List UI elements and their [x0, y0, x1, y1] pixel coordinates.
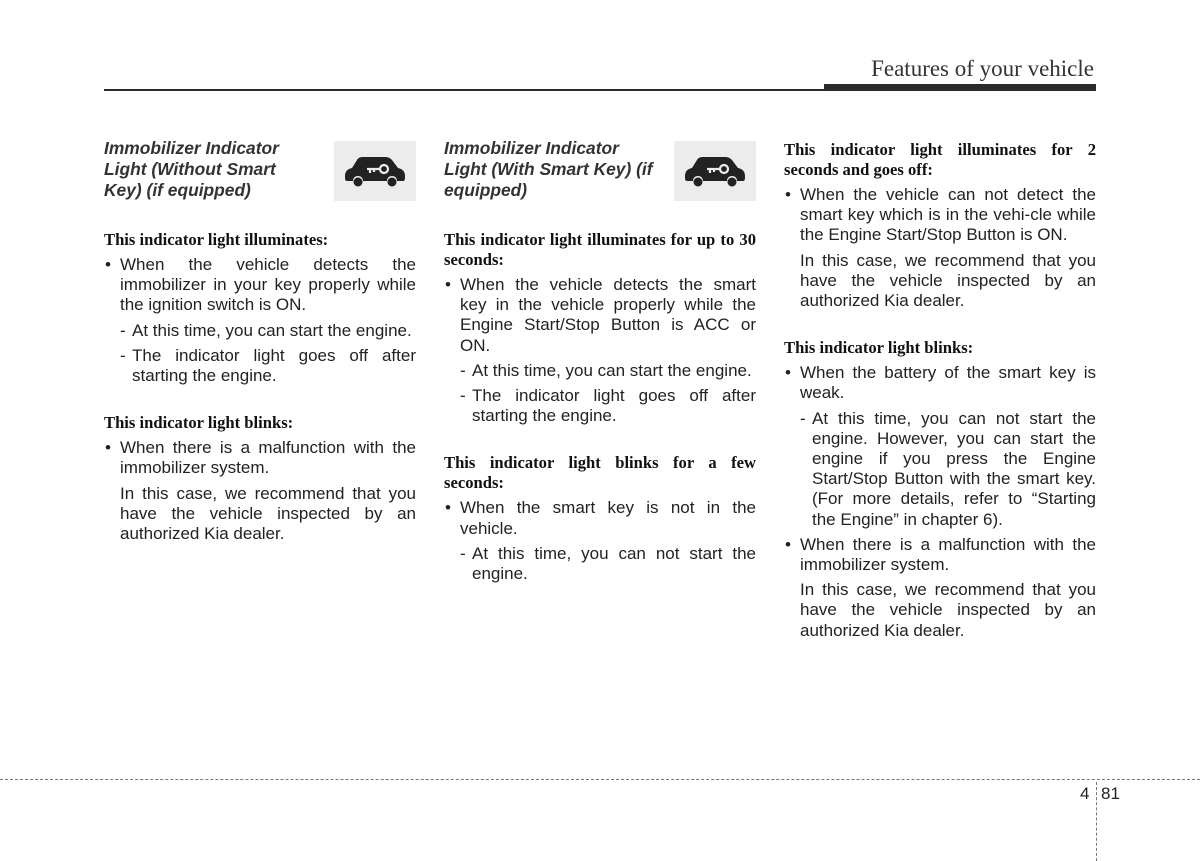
dash-item: - The indicator light goes off after starting the engine. [460, 386, 756, 426]
dash-item: - At this time, you can not start the engine. However, you can start the engine if you press the Engine Start/Stop Button with the smart key. (For more details, refer to “Starting the Engine” in chapter 6). [800, 408, 1096, 529]
paragraph: In this case, we recommend that you have the vehicle inspected by an authorized Kia dealer. [800, 580, 1096, 640]
bullet-item: • When the battery of the smart key is weak. [784, 363, 1096, 403]
indicator-heading [104, 138, 416, 204]
bullet-item: • When the vehicle can not detect the smart key which is in the vehi-cle while the Engine Start/Stop Button is ON. [784, 185, 1096, 246]
dash-item: - At this time, you can start the engine. [460, 360, 752, 380]
immobilizer-indicator-icon [674, 141, 756, 201]
bullet-item: • When the vehicle detects the immobilizer in your key properly while the ignition switch is ON. [104, 255, 416, 316]
subheading-illuminates: This indicator light illuminates for up to 30 seconds: [444, 230, 756, 269]
column-continued [784, 140, 1096, 646]
dash-item: - The indicator light goes off after starting the engine. [120, 345, 416, 386]
car-key-icon [683, 154, 747, 188]
column-with-smart-key [444, 138, 756, 589]
subheading-illuminates-2s: This indicator light illuminates for 2 seconds and goes off: [784, 140, 1096, 179]
dash-item: - At this time, you can start the engine. [120, 320, 412, 340]
section-title: Features of your vehicle [871, 56, 1094, 81]
footer-page-divider [1096, 782, 1097, 861]
subheading-blinks: This indicator light blinks: [104, 413, 294, 433]
paragraph: In this case, we recommend that you have the vehicle inspected by an authorized Kia dealer. [120, 483, 416, 544]
bullet-item: • When there is a malfunction with the immobilizer system. [784, 535, 1096, 575]
immobilizer-indicator-icon [334, 141, 416, 201]
indicator-title: Immobilizer Indicator Light (With Smart Key) (if equipped) [444, 138, 653, 200]
car-key-icon [343, 154, 407, 188]
indicator-title: Immobilizer Indicator Light (Without Smart Key) (if equipped) [104, 138, 279, 200]
column-without-smart-key [104, 138, 416, 549]
subheading-blinks: This indicator light blinks for a few seconds: [444, 453, 756, 493]
bullet-item: • When the vehicle detects the smart key in the vehicle properly while the Engine Start/Stop Button is ACC or ON. [444, 275, 756, 356]
indicator-heading [444, 138, 756, 204]
page-number: 81 [1101, 784, 1120, 803]
subheading-illuminates: This indicator light illuminates: [104, 230, 329, 249]
chapter-number: 4 [1080, 784, 1090, 803]
dash-item: - At this time, you can not start the engine. [460, 543, 756, 584]
bullet-item: • When the smart key is not in the vehicle. [444, 498, 756, 538]
bullet-item: • When there is a malfunction with the immobilizer system. [104, 438, 416, 478]
paragraph: In this case, we recommend that you have the vehicle inspected by an authorized Kia dealer. [800, 250, 1096, 311]
subheading-blinks: This indicator light blinks: [784, 338, 974, 358]
footer-divider [0, 779, 1200, 780]
header-rule-accent [824, 84, 1096, 91]
